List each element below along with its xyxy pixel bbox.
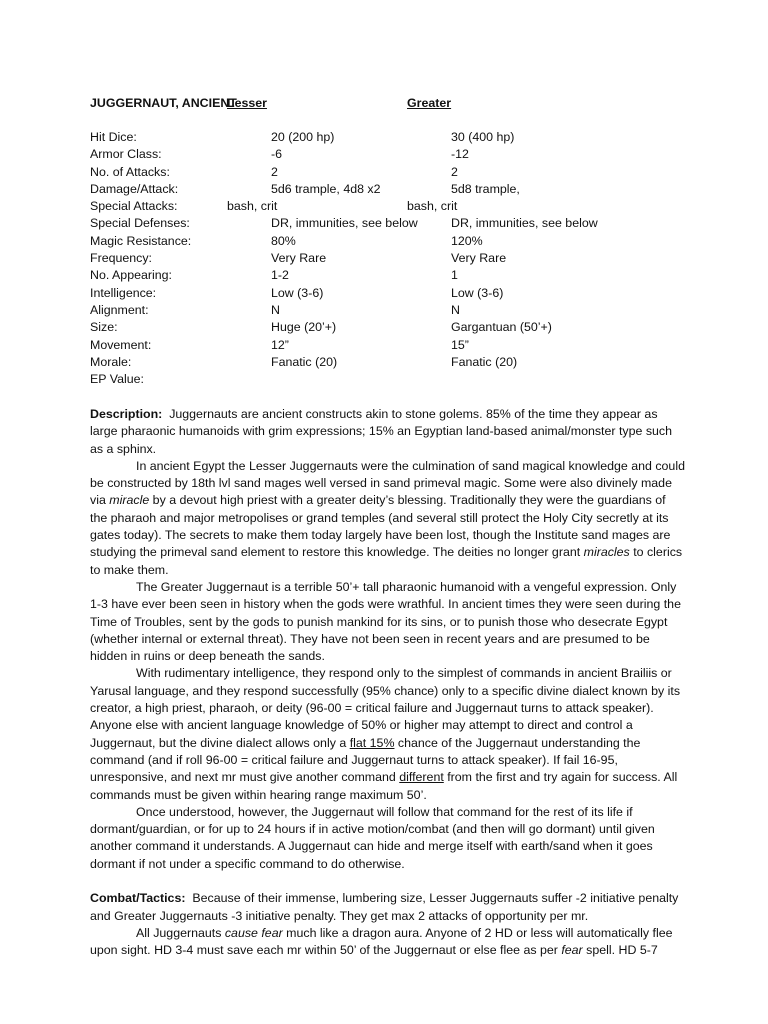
stat-label: Magic Resistance: [90,233,192,248]
combat-paragraph [90,890,686,925]
stat-label: No. Appearing: [90,268,172,283]
stat-value-greater: Low (3-6) [451,285,504,300]
stat-row-appearing [90,267,710,284]
paragraph-text: spell. HD 5-7 [582,943,658,958]
stat-value-greater: 2 [451,164,458,179]
stat-label: Frequency: [90,251,152,266]
stat-label: Size: [90,320,118,335]
stat-value-greater: 120% [451,233,483,248]
paragraph-text: With rudimentary intelligence, they respond only to the simplest of commands in ancient Brailiis or Yarusal language, and they respond successfully (95% chance) only to a specific divine dialect known by its creator, a high priest, pharaoh, or deity (96-00 = critical failure and Juggernaut turns to attack speaker). Anyone else with ancient language knowledge of 50% or higher may attempt to direct and control a Juggernaut, but the divine dialect allows only a [90,666,681,750]
stat-value-lesser: 12” [271,337,289,352]
stat-label: Morale: [90,354,132,369]
paragraph-text: much like a dragon aura. Anyone of 2 HD or less will automatically flee upon sight. HD 3-4 must save each mr within 50’ of the Juggernaut or else flee as per [90,925,673,958]
column-header-greater: Greater [407,96,452,110]
stat-label: Movement: [90,337,152,352]
stat-value-greater: Gargantuan (50’+) [451,320,552,335]
stat-value-lesser: -6 [271,147,283,162]
description-paragraph [90,406,686,458]
stat-value-greater: N [451,302,460,317]
stat-value-lesser: N [271,302,280,317]
body-text [90,406,686,960]
stat-label: EP Value: [90,372,144,387]
stat-label: Damage/Attack: [90,181,179,196]
description-paragraph-dormant: Once understood, however, the Juggernaut will follow that command for the rest of its life if dormant/guardian, or for up to 24 hours if in active motion/combat (and then will go dormant) until given another command it understands. A Juggernaut can hide and merge itself with earth/sand when it goes dormant if not under a specific command to do otherwise. [90,804,655,871]
monster-title: JUGGERNAUT, ANCIENT [90,96,237,110]
stat-value-lesser: 1-2 [271,268,289,283]
description-label: Description: [90,407,163,421]
stat-row-hit-dice [90,129,710,146]
stat-value-lesser: Fanatic (20) [271,354,338,369]
stat-row-armor-class [90,146,710,163]
description-paragraph-history [90,458,686,579]
cause-fear-term: cause fear [224,925,283,940]
stat-value-greater: 15” [451,337,469,352]
stat-label: Armor Class: [90,147,162,162]
combat-label: Combat/Tactics: [90,891,186,906]
stat-row-damage [90,181,710,198]
different-term: different [399,770,444,785]
stat-label: Intelligence: [90,285,157,300]
stat-value-greater: Fanatic (20) [451,354,518,369]
stat-row-morale [90,354,710,371]
stat-value-lesser: 80% [271,233,296,248]
stat-value-lesser: Low (3-6) [271,285,324,300]
stat-value-lesser: Huge (20’+) [271,320,337,335]
stat-value-greater: DR, immunities, see below [451,216,598,231]
description-paragraph-commands [90,665,686,803]
flat-chance-term: flat 15% [349,735,395,750]
stat-value-lesser: DR, immunities, see below [271,216,418,231]
paragraph-text: to clerics to make them. [90,545,683,577]
stat-row-movement [90,337,710,354]
stat-label: Alignment: [90,302,149,317]
fear-term: fear [561,943,583,958]
paragraph-text: from the first and try again for success. All commands must be given within hearing range maximum 50’. [90,770,678,802]
stat-value-lesser: 5d6 trample, 4d8 x2 [271,181,381,196]
stat-value-greater: Very Rare [451,251,507,266]
stat-value-greater: 5d8 trample, [451,181,520,196]
paragraph-text: by a devout high priest with a greater deity’s blessing. Traditionally they were the guardians of the pharaoh and major metropolises or grand temples (and several still protect the Holy City secretly at its gates today). The secrets to make them today largely have been lost, though the Institute sand mages are studying the primeval sand element to restore this knowledge. The deities no longer grant [90,493,671,560]
combat-paragraph-fear [90,925,686,960]
stat-value-lesser: Very Rare [271,251,327,266]
stat-table [90,129,710,388]
stat-row-magic-resistance [90,233,710,250]
combat-text: Because of their immense, lumbering size, Lesser Juggernauts suffer -2 initiative penalty and Greater Juggernauts -3 initiative penalty. They get max 2 attacks of opportunity per mr. [90,891,679,923]
paragraph-text: In ancient Egypt the Lesser Juggernauts were the culmination of sand magical knowledge and could be constructed by 18th lvl sand mages well versed in sand primeval magic. Some were also divinely made via [90,458,685,508]
stat-label: Special Defenses: [90,216,190,231]
stat-row-frequency [90,250,710,267]
miracles-term: miracles [583,545,630,560]
stat-row-alignment [90,302,710,319]
stat-row-attacks [90,164,710,181]
stat-value-greater: bash, crit [407,199,458,214]
stat-block-heading [90,95,710,112]
paragraph-text: All Juggernauts [136,925,225,940]
stat-row-size [90,319,710,336]
stat-value-lesser: 2 [271,164,278,179]
stat-value-lesser: bash, crit [227,199,278,214]
stat-value-greater: 30 (400 hp) [451,130,515,144]
stat-row-intelligence [90,285,710,302]
paragraph-text: chance of the Juggernaut understanding the command (and if roll 96-00 = critical failure and Juggernaut turns to attack speaker). If fail 16-95, unresponsive, and next mr must give another command [90,735,641,785]
stat-row-special-defenses [90,215,710,232]
stat-label: Hit Dice: [90,130,137,144]
column-header-lesser: Lesser [227,96,267,110]
stat-row-ep-value [90,371,710,388]
miracle-term: miracle [109,493,150,508]
stat-row-special-attacks [90,198,710,215]
stat-value-greater: 1 [451,268,458,283]
description-text: Juggernauts are ancient constructs akin to stone golems. 85% of the time they appear as large pharaonic humanoids with grim expressions; 15% an Egyptian land-based animal/monster type such as a sphinx. [90,407,672,456]
description-paragraph-greater: The Greater Juggernaut is a terrible 50’+ tall pharaonic humanoid with a vengeful expression. Only 1-3 have ever been seen in history when the gods were wrathful. In ancient times they were seen during the Time of Troubles, sent by the gods to punish mankind for its sins, or to punish those who desecrate Egypt (whether internal or external threat). They have not been seen in recent years and are presumed to be hidden in ruins or deep beneath the sands. [90,579,681,664]
stat-value-greater: -12 [451,147,469,162]
stat-label: Special Attacks: [90,199,178,214]
stat-value-lesser: 20 (200 hp) [271,130,335,144]
stat-label: No. of Attacks: [90,164,170,179]
